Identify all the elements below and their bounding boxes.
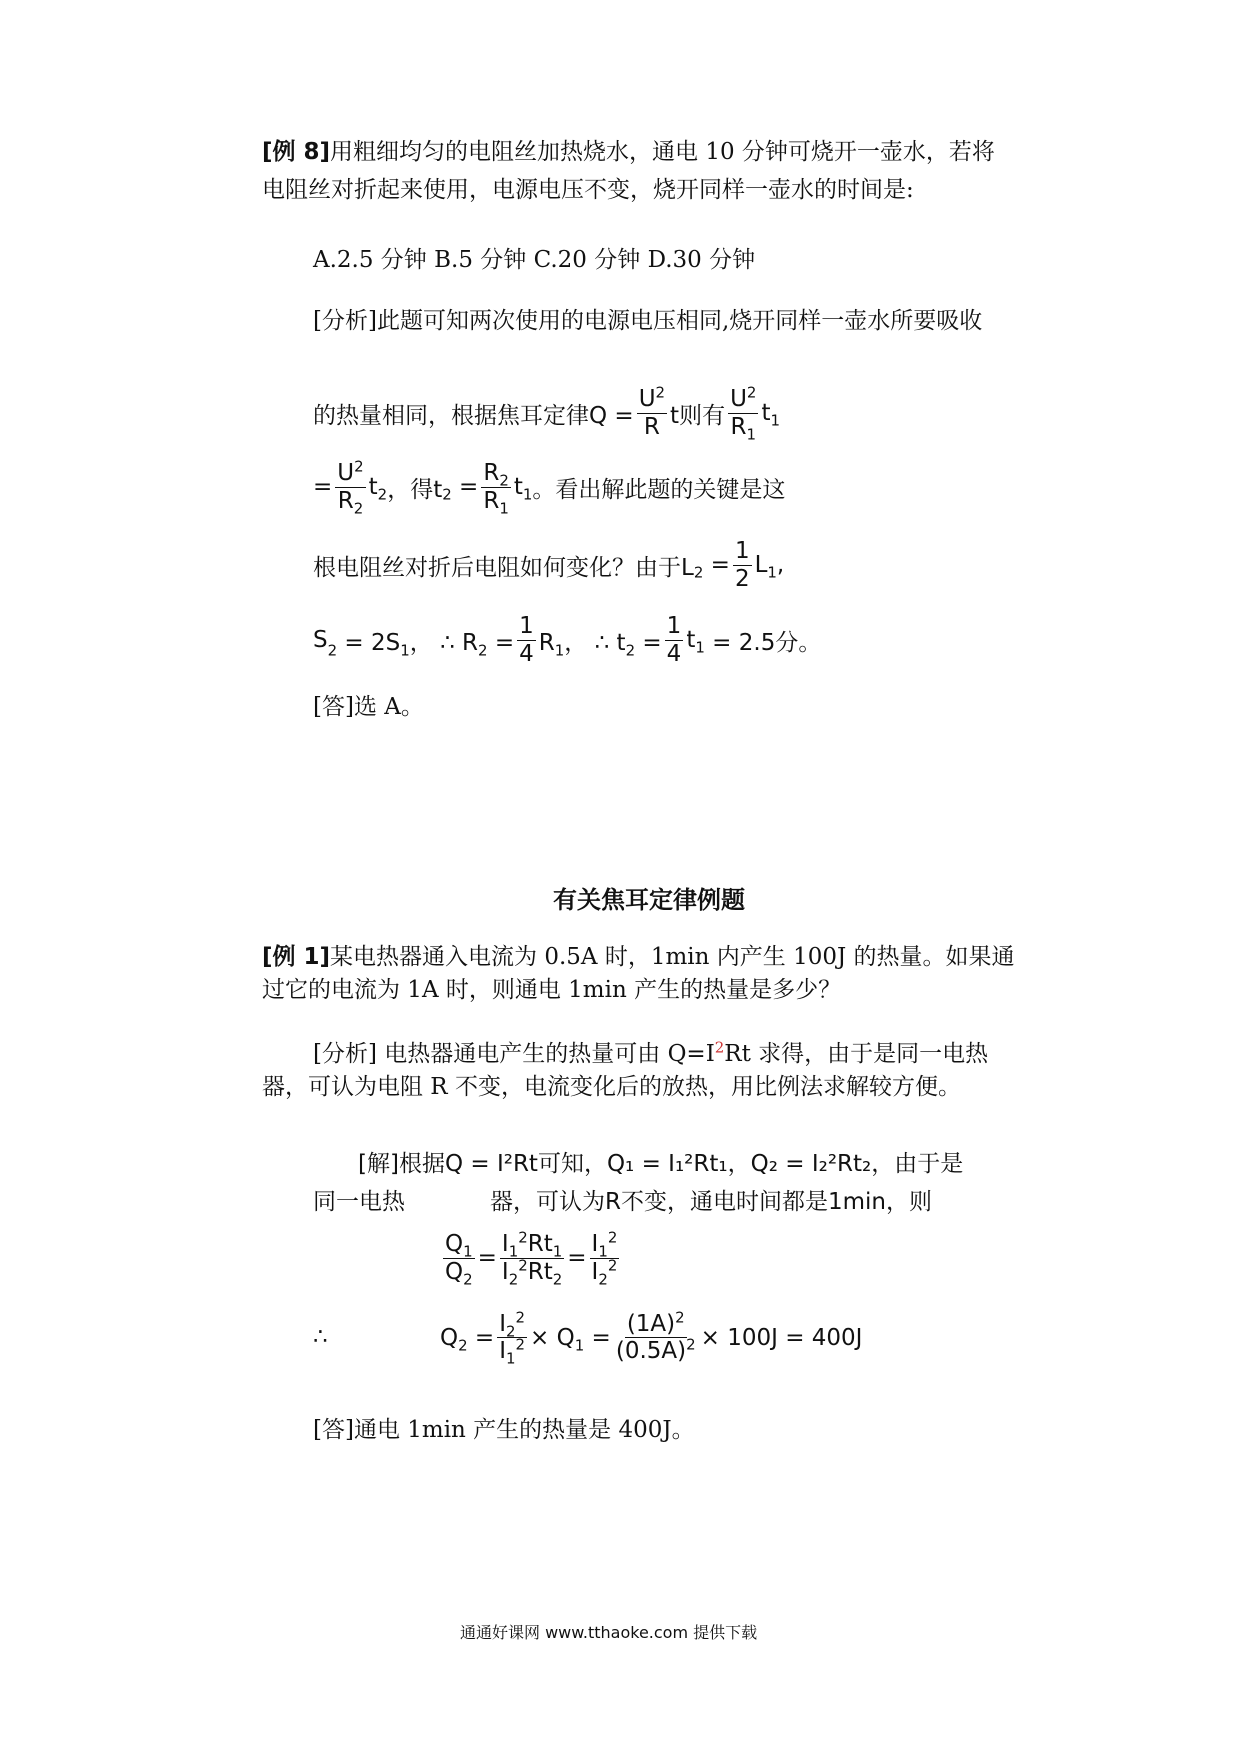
- ex8-answer: [答]选 A。: [313, 694, 424, 720]
- ex8-options: A.2.5 分钟 B.5 分钟 C.20 分钟 D.30 分钟: [313, 247, 756, 273]
- ex1-analysis-line2: 器，可认为电阻 R 不变，电流变化后的放热，用比例法求解较方便。: [262, 1074, 961, 1100]
- ex8-formula-line2: = $\frac{U^2}{R_2}$ $t_2$ ，得t $_2$ = $\frac{R_2}{R_1}$ $t_1$ 。看出解此题的关键是这: [313, 457, 786, 518]
- ex8-analysis-line: [分析]此题可知两次使用的电源电压相同,烧开同样一壶水所要吸收: [313, 308, 983, 334]
- ex1-analysis-line1: [分析] 电热器通电产生的热量可由 $Q=I^2Rt$ 求得，由于是同一电热: [313, 1038, 989, 1067]
- fraction-u2-over-r1: $U^2$ $R_1$: [730, 383, 757, 444]
- fraction-r2-over-r1: $\frac{R_2}{R_1}$: [483, 460, 509, 518]
- ex1-question-line2: 过它的电流为 1A 时，则通电 1min 产生的热量是多少？: [262, 977, 842, 1003]
- ex8-formula-line3: 根电阻丝对折后电阻如何变化？由于L $_2$ = $\frac{1}{2}$ $L_1$,: [313, 538, 785, 592]
- fraction-one-quarter-a: $\frac{1}{4}$: [519, 613, 534, 667]
- fraction-u2-over-r2: $\frac{U^2}{R_2}$: [337, 457, 364, 518]
- ex8-formula-line4: S $_2 = 2S_1$， ∴ $R_2$ = $\frac{1}{4}$ $R_1$， ∴ $t_2$ = $\frac{1}{4}$ $t_1$ = 2.5分。: [313, 613, 822, 667]
- ex1-solution-line1: [解]根据Q = I²Rt可知，Q₁ = I₁²Rt₁，Q₂ = I₂²Rt₂，由于是: [358, 1151, 964, 1177]
- ex1-ratio-equation: $\frac{Q_1}{Q_2}$ = $\frac{I_1^2Rt_1}{I_2^2Rt_2}$ = $\frac{I_1^2}{I_2^2}$: [445, 1228, 618, 1289]
- fraction-i1-over-i2: $\frac{I_1^2}{I_2^2}$: [591, 1228, 618, 1289]
- fraction-one-half: $\frac{1}{2}$: [734, 538, 750, 592]
- fraction-i2-over-i1: $\frac{I_2^2}{I_1^2}$: [499, 1308, 526, 1368]
- ex8-question-line2: 电阻丝对折起来使用，电源电压不变，烧开同样一壶水的时间是:: [262, 177, 914, 203]
- ex1-solution-line2b: 器，可认为R不变，通电时间都是1min，则: [490, 1189, 932, 1215]
- fraction-q1-over-q2: $\frac{Q_1}{Q_2}$: [445, 1231, 473, 1289]
- therefore-symbol: ∴: [313, 1324, 328, 1350]
- fraction-1a-over-05a: $\frac{(1A)^2}{(0.5A)^2}$: [615, 1308, 696, 1364]
- section-title: 有关焦耳定律例题: [553, 886, 745, 914]
- fraction-u2-over-r: $\frac{U^2}{R}$: [638, 383, 666, 440]
- fraction-i1rt1-over-i2rt2: $\frac{I_1^2Rt_1}{I_2^2Rt_2}$: [501, 1228, 563, 1289]
- ex1-result-equation: $Q_2$ = $\frac{I_2^2}{I_1^2}$ × $Q_1$ = $\frac{(1A)^2}{(0.5A)^2}$ × 100J = 400J: [440, 1308, 863, 1368]
- page-footer: 通通好课网 www.tthaoke.com 提供下载: [460, 1623, 758, 1642]
- ex1-question-line1: [例 1]某电热器通入电流为 0.5A 时，1min 内产生 100J 的热量。如果通: [262, 944, 1015, 970]
- ex1-answer: [答]通电 1min 产生的热量是 400J。: [313, 1417, 695, 1443]
- ex8-tag: [例 8]: [262, 139, 331, 165]
- ex1-solution-line2a: 同一电热: [313, 1189, 405, 1215]
- ex8-formula-line1: 的热量相同，根据焦耳定律Q = $\frac{U^2}{R}$ t则有 $U^2$ $R_1$ $t_1$: [313, 383, 780, 444]
- ex1-tag: [例 1]: [262, 944, 331, 970]
- ex8-question-line1: [例 8]用粗细均匀的电阻丝加热烧水，通电 10 分钟可烧开一壶水，若将: [262, 139, 995, 165]
- fraction-one-quarter-b: $\frac{1}{4}$: [666, 613, 682, 667]
